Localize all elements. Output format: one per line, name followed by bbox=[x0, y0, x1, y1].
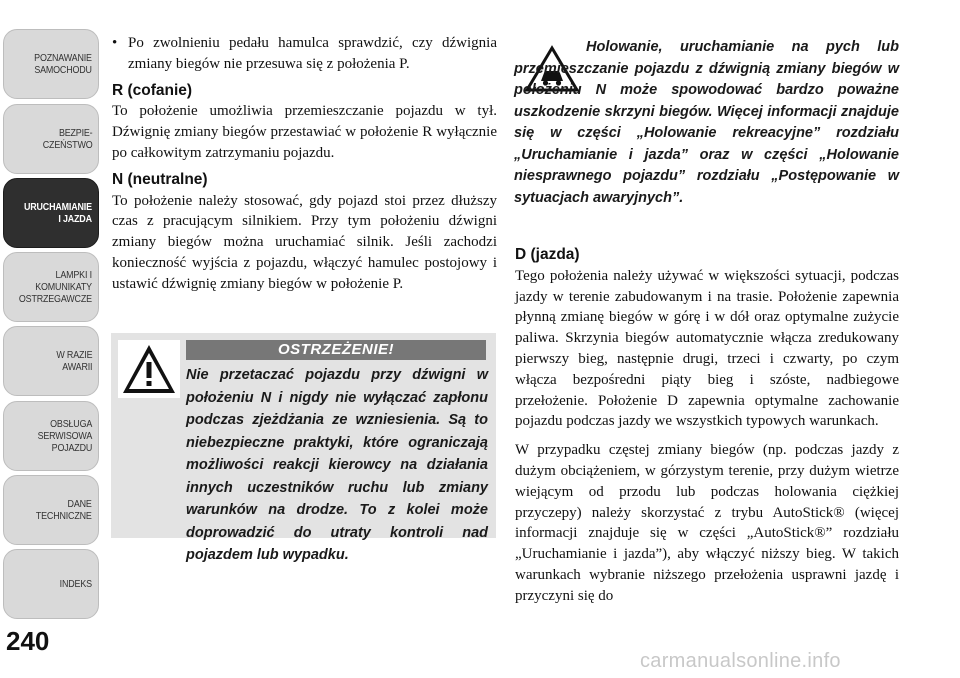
tab-line: KOMUNIKATY bbox=[35, 281, 92, 293]
tab-line: DANE bbox=[67, 498, 92, 510]
bullet-text: Po zwolnieniu pedału hamulca sprawdzić, czy dźwignia zmiany biegów nie przesuwa się z położenia P. bbox=[128, 35, 497, 72]
caution-block bbox=[514, 37, 899, 209]
tab-poznawanie-samochodu[interactable] bbox=[3, 29, 99, 99]
warning-text: Nie przetaczać pojazdu przy dźwigni w położeniu N i nigdy nie wyłączać zapłonu podczas zjeżdżania ze wzniesienia. Są to niebezpieczne praktyki, które ograniczają możliwości reakcji kierowcy na działania innych uczestników ruchu lub zmiany warunków na drodze. To z kolei może doprowadzić do utraty kontroli nad pojazdem lub wypadku. bbox=[186, 367, 488, 563]
tab-line: POJAZDU bbox=[51, 442, 92, 454]
tab-obsluga-serwisowa[interactable] bbox=[3, 401, 99, 471]
right-column bbox=[515, 245, 899, 607]
tab-w-razie-awarii[interactable] bbox=[3, 326, 99, 396]
tab-bezpieczenstwo[interactable] bbox=[3, 104, 99, 174]
watermark: carmanualsonline.info bbox=[640, 650, 841, 672]
tab-line: AWARII bbox=[61, 361, 92, 373]
tab-indeks[interactable] bbox=[3, 549, 99, 619]
autostick-text: W przypadku częstej zmiany biegów (np. podczas jazdy z dużym obciążeniem, w górzystym terenie, przy dużym wietrze wiejącym od przodu lub podczas holowania ciężkiej przyczepy) należy skorzystać z trybu AutoStick® (więcej informacji znajduje się w części „AutoStick®” rozdziału „Uruchamianie i jazda”), aby włączyć niższy bieg. W takich warunkach wybranie niższego przełożenia usprawni jazdę i przyczyni się do bbox=[515, 442, 899, 604]
bullet-item bbox=[112, 33, 497, 75]
caution-text: Holowanie, uruchamianie na pych lub przemieszczanie pojazdu z dźwignią zmiany biegów w położeniu N może spowodować bardzo poważne uszkodzenie skrzyni biegów. Więcej informacji znajduje się w części „Holowanie rekreacyjne” rozdziału „Uruchamianie i jazda” oraz w części „Holowanie niesprawnego pojazdu” rozdziału „Postępowanie w sytuacjach awaryjnych”. bbox=[514, 39, 899, 206]
r-text: To położenie umożliwia przemieszczanie pojazdu w tył. Dźwignię zmiany biegów przestawiać w położenie R wyłącznie po całkowitym zatrzymaniu pojazdu. bbox=[112, 103, 497, 161]
tab-line: URUCHAMIANIE bbox=[24, 201, 92, 213]
chapter-sidebar bbox=[0, 0, 100, 678]
tab-line: LAMPKI I bbox=[55, 269, 92, 281]
tab-line: POZNAWANIE bbox=[34, 52, 92, 64]
tab-line: INDEKS bbox=[59, 578, 92, 590]
tab-line: OSTRZEGAWCZE bbox=[18, 293, 92, 305]
tab-dane-techniczne[interactable] bbox=[3, 475, 99, 545]
left-column bbox=[112, 33, 497, 295]
r-heading: R (cofanie) bbox=[112, 81, 193, 99]
tab-line: W RAZIE bbox=[55, 349, 92, 361]
tab-line: TECHNICZNE bbox=[36, 510, 92, 522]
n-text: To położenie należy stosować, gdy pojazd stoi przez dłuższy czas z pracującym silnikiem. Przy tym położeniu dźwigni zmiany biegów można uruchamiać silnik. Jeśli zachodzi konieczność wyjścia z pojazdu, włączyć hamulec postojowy i ustawić dźwignię zmiany biegów w położenie P. bbox=[112, 192, 497, 292]
page-number: 240 bbox=[6, 626, 50, 656]
warning-title: OSTRZEŻENIE! bbox=[186, 340, 486, 360]
tab-line: SAMOCHODU bbox=[34, 64, 92, 76]
tab-uruchamianie-i-jazda[interactable] bbox=[3, 178, 99, 248]
warning-text-block bbox=[120, 364, 488, 567]
d-heading: D (jazda) bbox=[515, 246, 580, 263]
tab-line: CZEŃSTWO bbox=[42, 139, 92, 151]
tab-line: OBSŁUGA bbox=[50, 418, 92, 430]
d-text: Tego położenia należy używać w większości sytuacji, podczas jazdy w terenie zabudowanym i na trasie. Położenie zapewnia płynną zmianę biegów w górę i w dół oraz optymalne zużycie paliwa. Skrzynia biegów automatycznie włącza zredukowany pierwszy bieg, następnie drugi, trzeci i czwarty, po czym włącza bezpośredni piąty bieg i szóste, nadbiegowe przełożenie. Położenie D zapewnia optymalne zachowanie pojazdu podczas jazdy we wszystkich typowych warunkach. bbox=[515, 267, 899, 430]
tab-line: SERWISOWA bbox=[37, 430, 92, 442]
tab-line: I JAZDA bbox=[58, 213, 92, 225]
tab-lampki-i-komunikaty[interactable] bbox=[3, 252, 99, 322]
n-heading: N (neutralne) bbox=[112, 170, 208, 188]
bullet-dot: • bbox=[112, 35, 118, 51]
tab-line: BEZPIE- bbox=[58, 127, 92, 139]
